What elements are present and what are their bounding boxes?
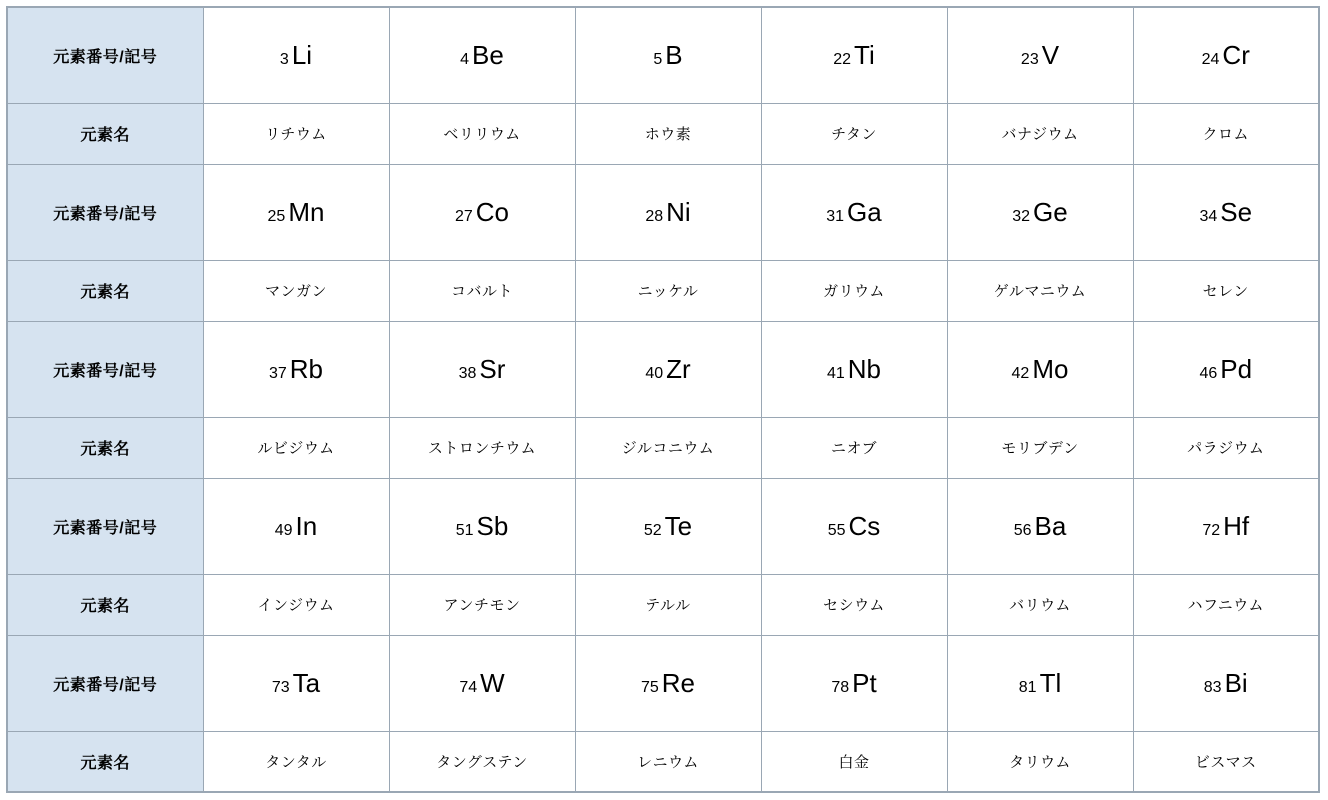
element-number: 51: [455, 521, 474, 539]
element-symbol: Cr: [1222, 39, 1250, 70]
element-name-cell: ホウ素: [575, 103, 761, 164]
row-label-name: 元素名: [7, 574, 203, 635]
element-name-cell: アンチモン: [389, 574, 575, 635]
element-symbol: W: [480, 667, 505, 698]
element-symbol-cell: [761, 164, 947, 260]
element-symbol: B: [665, 39, 683, 70]
table-row: [7, 574, 1319, 635]
element-symbol-cell: [1133, 7, 1319, 103]
element-number: 27: [454, 207, 473, 225]
element-symbol: Hf: [1223, 510, 1250, 541]
element-symbol-cell: [203, 7, 389, 103]
element-symbol: Tl: [1039, 667, 1062, 698]
element-name-cell: セレン: [1133, 260, 1319, 321]
element-symbol-cell: [947, 635, 1133, 731]
element-symbol: Li: [291, 39, 313, 70]
element-symbol-cell: [947, 478, 1133, 574]
table-row: [7, 478, 1319, 574]
row-label-name: 元素名: [7, 260, 203, 321]
element-number: 40: [645, 364, 664, 382]
element-symbol-cell: [1133, 635, 1319, 731]
element-symbol: Be: [472, 39, 504, 70]
element-symbol: In: [295, 510, 318, 541]
table-row: [7, 731, 1319, 792]
element-symbol: Mo: [1032, 353, 1069, 384]
element-symbol-cell: [947, 164, 1133, 260]
element-symbol: Sb: [476, 510, 509, 541]
element-name-cell: ガリウム: [761, 260, 947, 321]
element-name-cell: タングステン: [389, 731, 575, 792]
row-label-symbol: 元素番号/記号: [7, 321, 203, 417]
table-row: [7, 7, 1319, 103]
element-symbol-cell: [389, 164, 575, 260]
element-symbol: Ba: [1034, 510, 1067, 541]
element-number: 31: [826, 207, 845, 225]
element-name-cell: セシウム: [761, 574, 947, 635]
element-symbol-cell: [203, 164, 389, 260]
element-symbol: Ti: [854, 39, 875, 70]
table-row: [7, 103, 1319, 164]
element-symbol: Ge: [1033, 196, 1068, 227]
element-number: 72: [1202, 521, 1221, 539]
element-number: 37: [268, 364, 287, 382]
element-symbol: Pt: [852, 667, 877, 698]
element-symbol-cell: [203, 321, 389, 417]
element-symbol: Ta: [292, 667, 321, 698]
element-symbol: Ga: [847, 196, 882, 227]
element-symbol-cell: [575, 478, 761, 574]
element-name-cell: テルル: [575, 574, 761, 635]
element-symbol-cell: [575, 321, 761, 417]
element-name-cell: ストロンチウム: [389, 417, 575, 478]
element-number: 78: [831, 678, 850, 696]
element-number: 46: [1199, 364, 1218, 382]
row-label-name: 元素名: [7, 417, 203, 478]
element-symbol-cell: [761, 478, 947, 574]
element-symbol-cell: [389, 321, 575, 417]
element-symbol: Nb: [847, 353, 882, 384]
element-symbol-cell: [389, 478, 575, 574]
element-number: 4: [460, 50, 470, 68]
element-name-cell: クロム: [1133, 103, 1319, 164]
element-number: 32: [1012, 207, 1031, 225]
table-row: [7, 164, 1319, 260]
element-number: 75: [640, 678, 659, 696]
row-label-symbol: 元素番号/記号: [7, 478, 203, 574]
element-symbol-cell: [389, 7, 575, 103]
element-number: 24: [1201, 50, 1220, 68]
element-symbol-cell: [947, 321, 1133, 417]
element-name-cell: バナジウム: [947, 103, 1133, 164]
element-symbol-cell: [761, 321, 947, 417]
element-number: 73: [271, 678, 290, 696]
element-symbol-cell: [575, 164, 761, 260]
element-symbol: Se: [1220, 196, 1253, 227]
element-name-cell: ハフニウム: [1133, 574, 1319, 635]
element-symbol: V: [1041, 39, 1060, 70]
element-symbol: Rb: [289, 353, 324, 384]
element-name-cell: ルビジウム: [203, 417, 389, 478]
element-name-cell: リチウム: [203, 103, 389, 164]
element-symbol: Zr: [666, 353, 691, 384]
element-symbol: Co: [475, 196, 510, 227]
element-name-cell: パラジウム: [1133, 417, 1319, 478]
element-symbol: Cs: [848, 510, 881, 541]
element-symbol-cell: [389, 635, 575, 731]
row-label-symbol: 元素番号/記号: [7, 635, 203, 731]
element-name-cell: モリブデン: [947, 417, 1133, 478]
element-number: 81: [1018, 678, 1037, 696]
element-number: 34: [1199, 207, 1218, 225]
element-number: 42: [1011, 364, 1030, 382]
element-symbol: Pd: [1220, 353, 1253, 384]
element-symbol-cell: [203, 635, 389, 731]
row-label-name: 元素名: [7, 103, 203, 164]
element-number: 23: [1020, 50, 1039, 68]
element-name-cell: ベリリウム: [389, 103, 575, 164]
element-number: 52: [643, 521, 662, 539]
element-symbol: Sr: [479, 353, 506, 384]
element-number: 41: [826, 364, 845, 382]
element-number: 38: [458, 364, 477, 382]
element-number: 56: [1013, 521, 1032, 539]
row-label-symbol: 元素番号/記号: [7, 7, 203, 103]
element-symbol-cell: [575, 7, 761, 103]
element-number: 55: [827, 521, 846, 539]
table-row: [7, 260, 1319, 321]
element-name-cell: ジルコニウム: [575, 417, 761, 478]
element-number: 25: [267, 207, 286, 225]
element-number: 28: [645, 207, 664, 225]
element-symbol: Ni: [666, 196, 691, 227]
element-number: 74: [459, 678, 478, 696]
element-symbol: Mn: [288, 196, 325, 227]
element-name-cell: 白金: [761, 731, 947, 792]
element-name-cell: ビスマス: [1133, 731, 1319, 792]
element-name-cell: ゲルマニウム: [947, 260, 1133, 321]
element-name-cell: コバルト: [389, 260, 575, 321]
element-symbol: Te: [664, 510, 693, 541]
element-symbol: Re: [661, 667, 696, 698]
element-name-cell: タンタル: [203, 731, 389, 792]
element-table: [6, 6, 1320, 793]
element-name-cell: チタン: [761, 103, 947, 164]
element-symbol-cell: [1133, 164, 1319, 260]
element-name-cell: ニオブ: [761, 417, 947, 478]
table-row: [7, 321, 1319, 417]
row-label-symbol: 元素番号/記号: [7, 164, 203, 260]
table-row: [7, 417, 1319, 478]
element-symbol-cell: [1133, 478, 1319, 574]
element-symbol-cell: [761, 7, 947, 103]
element-name-cell: インジウム: [203, 574, 389, 635]
element-name-cell: バリウム: [947, 574, 1133, 635]
table-row: [7, 635, 1319, 731]
element-name-cell: ニッケル: [575, 260, 761, 321]
element-number: 5: [653, 50, 663, 68]
row-label-name: 元素名: [7, 731, 203, 792]
element-symbol-cell: [1133, 321, 1319, 417]
element-symbol-cell: [203, 478, 389, 574]
element-number: 83: [1203, 678, 1222, 696]
element-number: 49: [274, 521, 293, 539]
element-number: 3: [279, 50, 289, 68]
element-symbol-cell: [761, 635, 947, 731]
element-name-cell: マンガン: [203, 260, 389, 321]
element-symbol: Bi: [1224, 667, 1248, 698]
element-table-body: [7, 7, 1319, 792]
element-symbol-cell: [947, 7, 1133, 103]
element-number: 22: [833, 50, 852, 68]
element-name-cell: レニウム: [575, 731, 761, 792]
element-symbol-cell: [575, 635, 761, 731]
element-name-cell: タリウム: [947, 731, 1133, 792]
